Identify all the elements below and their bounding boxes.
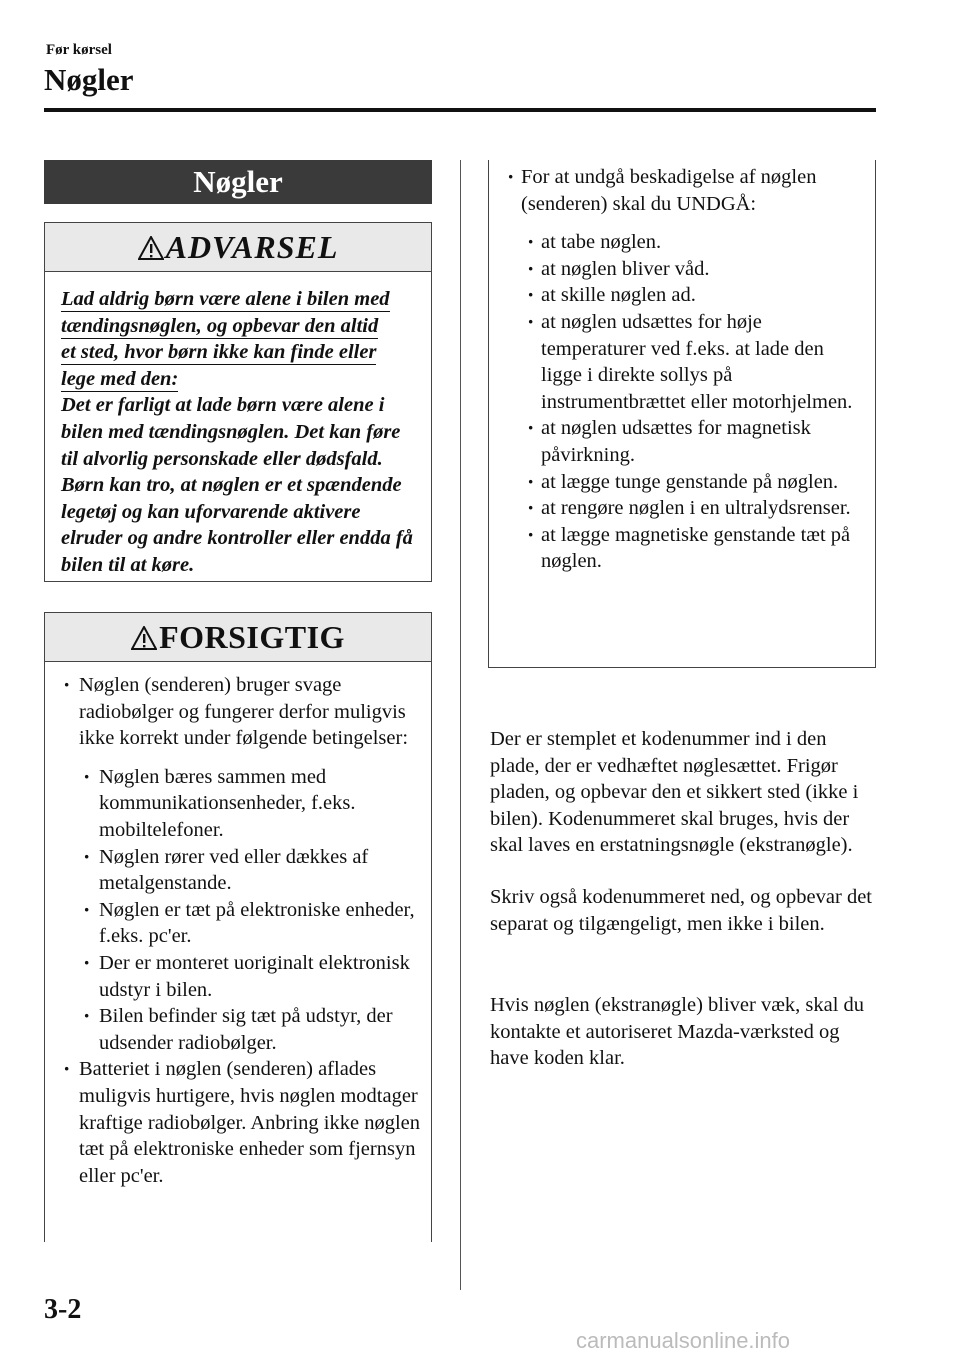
caution-sub-item: · at skille nøglen ad. [489,282,875,309]
warning-heading [45,223,431,272]
warning-underlined-line: tændingsnøglen, og opbevar den altid [61,314,379,337]
caution-box [44,612,432,1242]
body-paragraph: Der er stemplet et kodenummer ind i den plade, der er vedhæftet nøglesættet. Frigør pladen, og opbevar den et sikkert sted (ikke i bilen). Kodenummeret skal bruges, hvis der skal laves en erstatningsnøgle (ekstranøgle). [490,728,859,857]
watermark: carmanualsonline.info [576,1328,791,1353]
header-rule [44,108,876,112]
section-label: Før kørsel [46,42,112,58]
caution-heading-text: FORSIGTIG [159,619,345,655]
caution-sub-item: · Bilen befinder sig tæt på udstyr, der udsender radiobølger. [45,1003,431,1056]
caution-continuation-body [489,160,875,575]
warning-triangle-icon [138,236,164,260]
caution-sub-item: · at lægge magnetiske genstande tæt på nøglen. [489,522,875,575]
caution-sub-item: · at nøglen bliver våd. [489,256,875,283]
caution-body [45,662,431,1189]
warning-underlined-line: lege med den: [61,367,179,390]
column-divider [460,160,461,1290]
caution-heading [45,613,431,662]
caution-bullet: · For at undgå beskadigelse af nøglen (senderen) skal du UNDGÅ: [489,164,875,217]
caution-continuation-box [488,160,876,668]
caution-sub-item: · at nøglen udsættes for magnetisk påvirkning. [489,415,875,468]
topic-title: Nøgler [44,160,432,204]
warning-body [45,272,431,579]
caution-sub-item: · Nøglen er tæt på elektroniske enheder, f.eks. pc'er. [45,897,431,950]
body-paragraph: Hvis nøglen (ekstranøgle) bliver væk, skal du kontakte et autoriseret Mazda-værksted og have koden klar. [490,994,865,1070]
warning-box [44,222,432,582]
page-title: Nøgler [44,62,134,97]
caution-sub-item: · Der er monteret uoriginalt elektronisk udstyr i bilen. [45,950,431,1003]
body-paragraph: Skriv også kodenummeret ned, og opbevar det separat og tilgængeligt, men ikke i bilen. [490,886,873,935]
warning-underlined-line: et sted, hvor børn ikke kan finde eller [61,341,377,364]
caution-sub-item: · Nøglen bæres sammen med kommunikationsenheder, f.eks. mobiltelefoner. [45,764,431,844]
warning-text: Det er farligt at lade børn være alene i bilen med tændingsnøglen. Det kan føre til alvorlig personskade eller dødsfald. Børn kan tro, at nøglen er et spændende legetøj og kan uforvarende aktivere elruder og andre kontroller eller endda få bilen til at køre. [61,394,413,576]
page-number: 3-2 [44,1294,82,1325]
caution-sub-item: · at lægge tunge genstande på nøglen. [489,469,875,496]
caution-triangle-icon [131,626,157,650]
caution-sub-item: · at tabe nøglen. [489,229,875,256]
caution-sub-item: · at rengøre nøglen i en ultralydsrenser. [489,495,875,522]
caution-sub-item: · at nøglen udsættes for høje temperaturer ved f.eks. at lade den ligge i direkte sollys på instrumentbrættet eller motorhjelmen. [489,309,875,415]
caution-sub-item: · Nøglen rører ved eller dækkes af metalgenstande. [45,844,431,897]
caution-bullet: · Nøglen (senderen) bruger svage radiobølger og fungerer derfor muligvis ikke korrekt under følgende betingelser: [45,672,431,752]
warning-heading-text: ADVARSEL [165,229,339,265]
warning-underlined-line: Lad aldrig børn være alene i bilen med [61,288,390,310]
caution-bullet: · Batteriet i nøglen (senderen) aflades muligvis hurtigere, hvis nøglen modtager kraftige radiobølger. Anbring ikke nøglen tæt på elektroniske enheder som fjernsyn eller pc'er. [45,1056,431,1189]
